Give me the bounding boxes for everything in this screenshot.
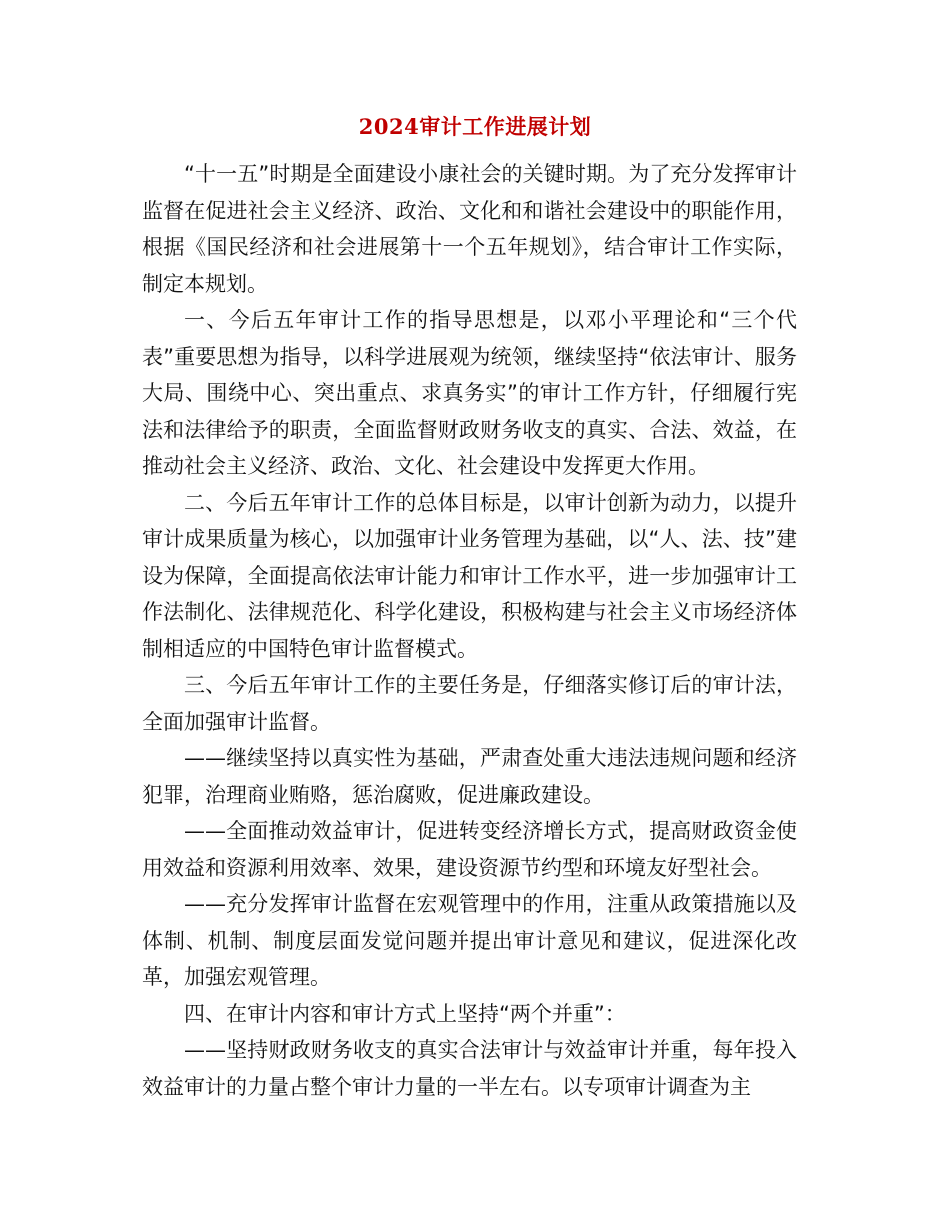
paragraph-emphasis-one: ——坚持财政财务收支的真实合法审计与效益审计并重，每年投入效益审计的力量占整个审计力量的一半左右。以专项审计调查为主 — [142, 1038, 797, 1099]
paragraph-task-macro: ——充分发挥审计监督在宏观管理中的作用，注重从政策措施以及体制、机制、制度层面发觉问题并提出审计意见和建议，促进深化改革，加强宏观管理。 — [142, 892, 797, 989]
paragraph-overall-goal: 二、今后五年审计工作的总体目标是，以审计创新为动力，以提升审计成果质量为核心，以加强审计业务管理为基础，以“人、法、技”建设为保障，全面提高依法审计能力和审计工作水平，进一步加强审计工作法制化、法律规范化、科学化建设，积极构建与社会主义市场经济体制相适应的中国特色审计监督模式。 — [142, 490, 797, 661]
paragraph-guiding-ideology: 一、今后五年审计工作的指导思想是，以邓小平理论和“三个代表”重要思想为指导，以科学进展观为统领，继续坚持“依法审计、服务大局、围绕中心、突出重点、求真务实”的审计工作方针，仔细履行宪法和法律给予的职责，全面监督财政财务收支的真实、合法、效益，在推动社会主义经济、政治、文化、社会建设中发挥更大作用。 — [142, 308, 797, 478]
paragraph-task-efficiency: ——全面推动效益审计，促进转变经济增长方式，提高财政资金使用效益和资源利用效率、效果，建设资源节约型和环境友好型社会。 — [142, 819, 797, 880]
document-body — [142, 156, 797, 1105]
paragraph-intro: “十一五”时期是全面建设小康社会的关键时期。为了充分发挥审计监督在促进社会主义经济、政治、文化和和谐社会建设中的职能作用，根据《国民经济和社会进展第十一个五年规划》，结合审计工作实际，制定本规划。 — [142, 162, 797, 296]
document-title: 2024审计工作进展计划 — [358, 114, 592, 139]
paragraph-main-tasks: 三、今后五年审计工作的主要任务是，仔细落实修订后的审计法，全面加强审计监督。 — [142, 673, 797, 734]
paragraph-task-authenticity: ——继续坚持以真实性为基础，严肃查处重大违法违规问题和经济犯罪，治理商业贿赂，惩治腐败，促进廉政建设。 — [142, 746, 797, 807]
paragraph-two-emphases: 四、在审计内容和审计方式上坚持“两个并重”： — [184, 1001, 626, 1026]
